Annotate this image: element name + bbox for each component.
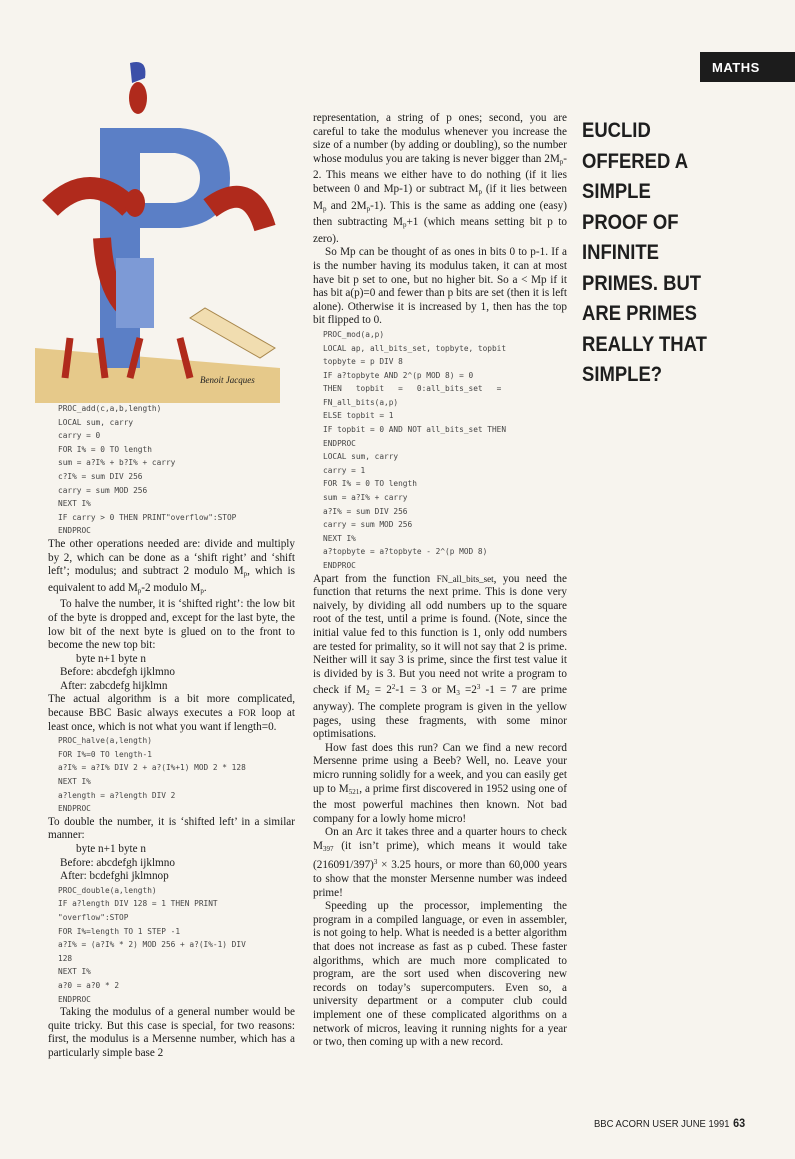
paragraph: To halve the number, it is ‘shifted right’: the low bit of the byte is dropped and, except for the last byte, the low bit of the next byte is glued on to the front to become the new top bit: — [48, 598, 295, 652]
paragraph: The other operations needed are: divide and multiply by 2, which can be done as a ‘shift right’ and ‘shift left’; modulus; and subtract 2 modulo $M_p$, which is equivalent to add $M_p-2$ modulo $M_p$. — [48, 537, 295, 595]
paragraph: representation, a string of p ones; second, you are careful to take the modulus whenever you increase the size of a number (by adding or doubling), so the number whose modulus you are taking is never bigger than $2M_p-2$. This means we either have to do nothing (if it lies between 0 and Mp-1) or subtract $M_p$ (if it lies between $M_p$ and $2M_p-1$). This is the same as adding one (easy) then subtracting $M_p+1$ (which means setting bit p to zero). — [313, 112, 567, 245]
pullquote-line: SIMPLE — [582, 180, 651, 203]
code-proc-halve: PROC_halve(a,length) FOR I%=0 TO length-1 a?I% = a?I% DIV 2 + a?(I%+1) MOD 2 * 128 NEXT I% a?length = a?length DIV 2 ENDPROC — [58, 736, 246, 814]
pullquote-line: INFINITE — [582, 241, 659, 264]
bit-diagram-line: Before: abcdefgh ijklmno — [60, 666, 175, 679]
pullquote — [582, 116, 723, 391]
paragraph: The actual algorithm is a bit more complicated, because BBC Basic always executes a FOR loop at least once, which is not what you want if length=0. — [48, 693, 295, 733]
magazine-issue: BBC ACORN USER JUNE 1991 — [594, 1118, 730, 1130]
pullquote-line: PRIMES. BUT — [582, 271, 702, 295]
pullquote-line: PROOF OF — [582, 210, 679, 234]
pullquote-line: EUCLID — [582, 119, 651, 142]
paragraph: On an Arc it takes three and a quarter hours to check $M_{397}$ (it isn’t prime), which means it would take $(216091/397)^3 \times 3.25$ hours, or more than 60,000 years to show that the monster Mersenne number was indeed prime! — [313, 826, 567, 899]
bit-diagram-line: byte n+1 byte n — [76, 652, 147, 665]
page-footer — [594, 1116, 745, 1130]
paragraph: So Mp can be thought of as ones in bits 0 to p-1. If a is the number having its modulus taken, it can at most have bit p set to one, but no higher bit. So a < Mp if it has bit a(p)=0 and fewer than p bits are set (then it is left alone). Otherwise it is increased by 1, then has the top bit flipped to 0. — [313, 246, 567, 327]
article-column-2 — [313, 112, 567, 1050]
paragraph: How fast does this run? Can we find a new record Mersenne prime using a Beeb? Well, no. Leave your micro running solidly for a week, and you can easily get up to $M_{521}$, a prime first discovered in 1952 using one of the most powerful machines then known. Not bad company for a lowly home micro! — [313, 741, 567, 825]
code-proc-add: PROC_add(c,a,b,length) LOCAL sum, carry carry = 0 FOR I% = 0 TO length sum = a?I% + b?I% + carry c?I% = sum DIV 256 carry = sum MOD 256 NEXT I% IF carry > 0 THEN PRINT"overflow":STOP ENDPROC — [58, 404, 237, 536]
bit-diagram-line: Before: abcdefgh ijklmno — [60, 856, 175, 869]
paragraph: Apart from the function FN_all_bits_set, you need the function that returns the next prime. This is done very naively, by dividing all odd numbers up to the square root of the test, until a prime is found. (Note, since the initial value fed to this function is 1, only odd numbers are tested for primality, so it will not say that 2 is prime. Neither will it say 3 is prime, since the first test value it is divided by is 3. But you need not write a program to check if $M_2 = 2^2-1 = 3$ or $M_3 =2^3$ -1 = 7 are prime anyway). The complete program is given in the yellow pages, using these fragments, with some minor optimisations. — [313, 572, 568, 741]
section-tab: MATHS — [700, 52, 795, 82]
pullquote-line: REALLY THAT — [582, 332, 707, 356]
pullquote-line: OFFERED A — [582, 149, 689, 173]
pullquote-line: ARE PRIMES — [582, 302, 698, 325]
bit-diagram-line: After: zabcdefg hijklmn — [60, 679, 168, 692]
page-number: 63 — [733, 1116, 746, 1130]
code-proc-double: PROC_double(a,length) IF a?length DIV 128 = 1 THEN PRINT "overflow":STOP FOR I%=length TO 1 STEP -1 a?I% = (a?I% * 2) MOD 256 + a?(I%-1) DIV 128 NEXT I% a?0 = a?0 * 2 ENDPROC — [58, 885, 246, 1004]
bit-diagram-line: byte n+1 byte n — [76, 843, 147, 855]
paragraph: Taking the modulus of a general number would be quite tricky. But this case is special, for two reasons: first, the modulus is a Mersenne number, which has a particularly simple base 2 — [48, 1006, 295, 1059]
cartoon-illustration — [30, 58, 290, 403]
bit-diagram-line: After: bcdefghi jklmnop — [60, 870, 169, 883]
article-column-1 — [48, 402, 295, 1061]
code-proc-mod: PROC_mod(a,p) LOCAL ap, all_bits_set, topbyte, topbit topbyte = p DIV 8 IF a?topbyte AND 2^(p MOD 8) = 0 THEN topbit = 0:all_bits_set = FN_all_bits(a,p) ELSE topbit = 1 IF topbit = 0 AND NOT all_bits_set THEN ENDPROC LOCAL sum, carry carry = 1 FOR I% = 0 TO length sum = a?I% + carry a?I% = sum DIV 256 carry = sum MOD 256 NEXT I% a?topbyte = a?topbyte - 2^(p MOD 8) ENDPROC — [323, 329, 507, 570]
artist-signature: Benoit Jacques — [200, 375, 255, 385]
paragraph: Speeding up the processor, implementing the program in a compiled language, or even in assembler, is not going to help. What is needed is a better algorithm that does not increase as fast as p cubed. These faster algorithms, which are much more complicated to program, are the sort used when discovering new records on today’s supercomputers. Even so, a university department or a computer club could implement one of these complicated algorithms on a network of micros, leaving it running nights for a year or two, then coming up with a new record. — [313, 900, 567, 1049]
paragraph: To double the number, it is ‘shifted left’ in a similar manner: — [48, 815, 295, 842]
pullquote-line: SIMPLE? — [582, 363, 663, 386]
